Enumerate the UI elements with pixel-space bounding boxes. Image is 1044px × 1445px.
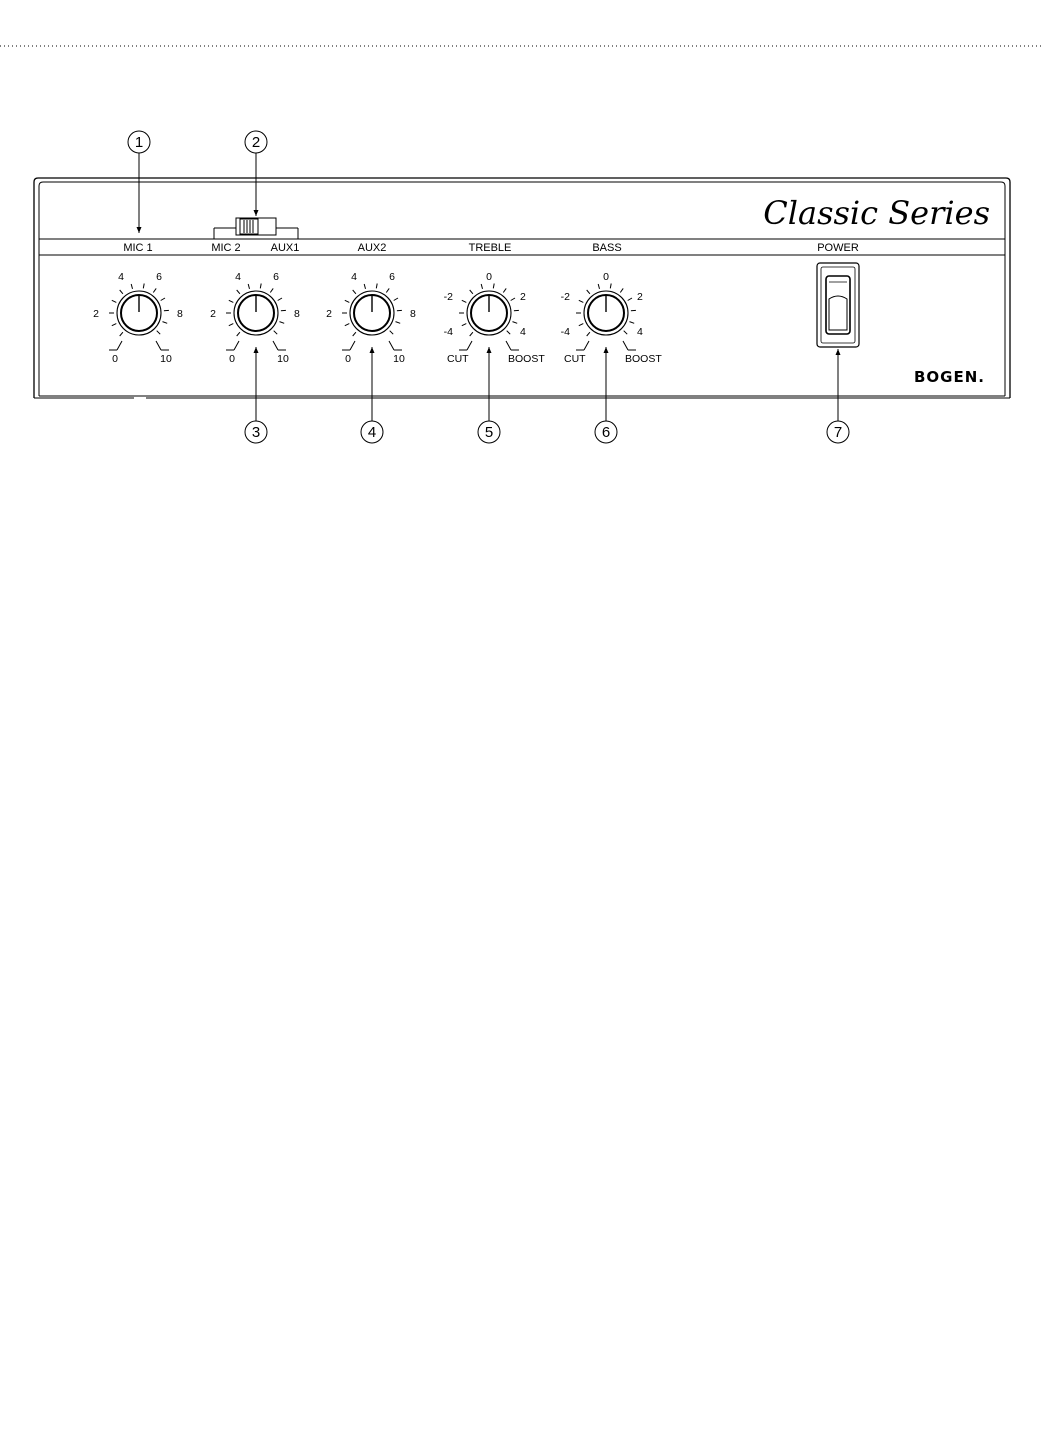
scale-label: 0: [486, 271, 492, 283]
label-power: POWER: [817, 242, 859, 254]
scale-label: 4: [351, 271, 357, 283]
scale-label: 10: [277, 353, 289, 365]
callout-6: [595, 347, 617, 443]
knob-tick: [579, 324, 584, 326]
knob-tick: [390, 331, 394, 335]
scale-label: -4: [561, 326, 570, 338]
knob-tick: [394, 298, 398, 301]
callout-arrowhead: [604, 347, 609, 353]
knobs-group: [93, 271, 662, 365]
knob-tick: [163, 322, 168, 324]
scale-end-label-boost: BOOST: [625, 353, 662, 365]
callout-number: 4: [368, 424, 376, 441]
scale-end-label-cut: CUT: [564, 353, 586, 365]
knob-tick: [598, 284, 599, 289]
knob-tick: [628, 298, 632, 301]
knob-tick: [511, 298, 515, 301]
knob-tick: [237, 332, 240, 336]
input-select-switch[interactable]: [214, 218, 298, 239]
scale-label: 4: [235, 271, 241, 283]
callout-number: 5: [485, 424, 493, 441]
scale-label: 0: [603, 271, 609, 283]
label-treble: TREBLE: [469, 242, 512, 254]
scale-label: -2: [444, 291, 453, 303]
scale-label: 0: [345, 353, 351, 365]
knob-tick: [493, 284, 494, 289]
callout-arrowhead: [836, 349, 841, 355]
knob-tick: [587, 332, 590, 336]
scale-label: 6: [273, 271, 279, 283]
knob-tick: [364, 284, 365, 289]
knob-tick: [120, 290, 123, 294]
switch-slider[interactable]: [240, 219, 258, 234]
knob-tick: [153, 288, 156, 292]
label-aux2: AUX2: [358, 242, 387, 254]
knob-tick: [248, 284, 249, 289]
knob-tick: [260, 284, 261, 289]
scale-label: 10: [160, 353, 172, 365]
knob-tick: [503, 288, 506, 292]
knob-tick: [270, 288, 273, 292]
brand-logo: BOGEN.: [914, 368, 985, 386]
callout-5: [478, 347, 500, 443]
label-mic1: MIC 1: [123, 242, 152, 254]
callout-3: [245, 347, 267, 443]
callout-number: 2: [252, 134, 260, 151]
knob-tick: [112, 324, 117, 326]
knob-tick: [157, 331, 161, 335]
label-mic2: MIC 2: [211, 242, 240, 254]
knob-mic1[interactable]: [93, 271, 183, 365]
knob-tick: [131, 284, 132, 289]
callout-arrowhead: [487, 347, 492, 353]
knob-tick: [376, 284, 377, 289]
knob-tick: [470, 332, 473, 336]
knob-tick: [274, 331, 278, 335]
knob-bass[interactable]: [561, 271, 663, 365]
knob-tick: [620, 288, 623, 292]
knob-tick: [353, 290, 356, 294]
knob-tick: [229, 300, 234, 302]
knob-tick: [229, 324, 234, 326]
knob-tick: [462, 300, 467, 302]
scale-label: 8: [294, 308, 300, 320]
callout-number: 3: [252, 424, 260, 441]
scale-label: 6: [156, 271, 162, 283]
knob-tick: [579, 300, 584, 302]
knob-tick: [112, 300, 117, 302]
scale-label: 2: [637, 291, 643, 303]
callout-4: [361, 347, 383, 443]
scale-label: 2: [210, 308, 216, 320]
scale-label: 4: [637, 326, 643, 338]
scale-label: 4: [520, 326, 526, 338]
knob-tick: [353, 332, 356, 336]
series-name: Classic Series: [763, 194, 990, 232]
scale-label: -4: [444, 326, 453, 338]
knob-tick: [280, 322, 285, 324]
callout-number: 7: [834, 424, 842, 441]
knob-tick: [345, 300, 350, 302]
scale-label: 2: [326, 308, 332, 320]
callout-number: 6: [602, 424, 610, 441]
scale-label: 6: [389, 271, 395, 283]
knob-tick: [507, 331, 511, 335]
label-aux1: AUX1: [271, 242, 300, 254]
scale-label: -2: [561, 291, 570, 303]
knob-tick: [630, 322, 635, 324]
knob-tick: [624, 331, 628, 335]
knob-tick: [481, 284, 482, 289]
scale-label: 2: [93, 308, 99, 320]
label-bass: BASS: [592, 242, 621, 254]
scale-label: 8: [177, 308, 183, 320]
knob-tick: [513, 322, 518, 324]
callout-arrowhead: [137, 227, 142, 233]
scale-label: 0: [229, 353, 235, 365]
scale-end-label-cut: CUT: [447, 353, 469, 365]
knob-tick: [386, 288, 389, 292]
knob-tick: [587, 290, 590, 294]
knob-tick: [237, 290, 240, 294]
callout-arrowhead: [254, 210, 259, 216]
knob-tick: [278, 298, 282, 301]
scale-label: 0: [112, 353, 118, 365]
scale-label: 8: [410, 308, 416, 320]
knob-treble[interactable]: [444, 271, 546, 365]
knob-tick: [345, 324, 350, 326]
knob-tick: [470, 290, 473, 294]
knob-tick: [143, 284, 144, 289]
scale-label: 10: [393, 353, 405, 365]
callout-arrowhead: [370, 347, 375, 353]
knob-tick: [610, 284, 611, 289]
callout-arrowhead: [254, 347, 259, 353]
scale-end-label-boost: BOOST: [508, 353, 545, 365]
knob-tick: [161, 298, 165, 301]
knob-tick: [396, 322, 401, 324]
knob-tick: [462, 324, 467, 326]
callout-number: 1: [135, 134, 143, 151]
knob-tick: [120, 332, 123, 336]
power-rocker-switch[interactable]: [817, 263, 859, 347]
scale-label: 2: [520, 291, 526, 303]
scale-label: 4: [118, 271, 124, 283]
callout-2: [245, 131, 267, 216]
